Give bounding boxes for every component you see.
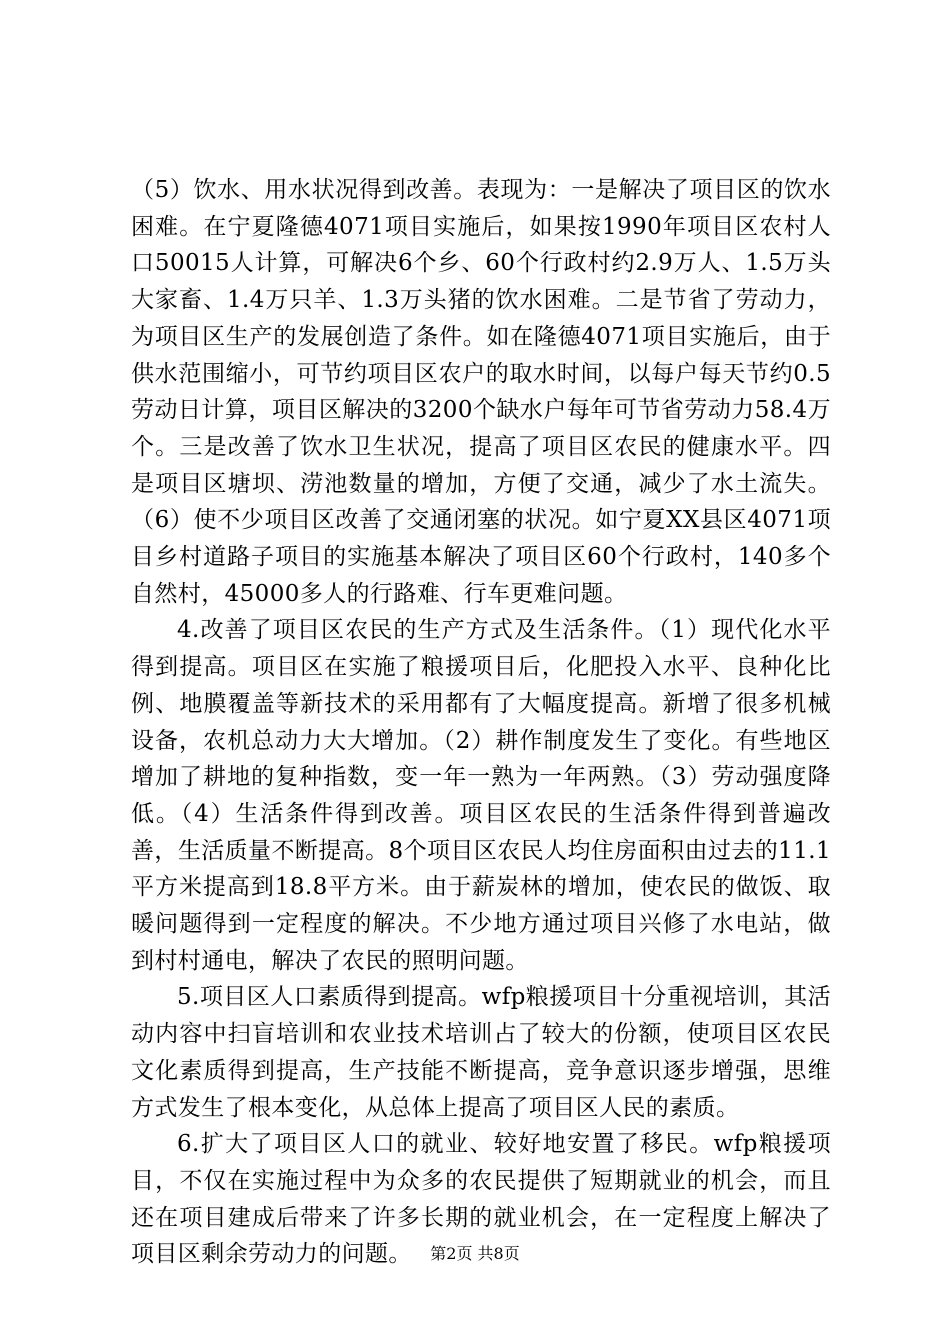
- paragraph-population-quality: 5.项目区人口素质得到提高。wfp粮援项目十分重视培训，其活动内容中扫盲培训和农业技术培训占了较大的份额，使项目区农民文化素质得到提高，生产技能不断提高，竞争意识逐步增强，思维方式发生了根本变化，从总体上提高了项目区人民的素质。: [131, 984, 831, 1121]
- paragraph-employment: 6.扩大了项目区人口的就业、较好地安置了移民。wfp粮援项目，不仅在实施过程中为众多的农民提供了短期就业的机会，而且还在项目建成后带来了许多长期的就业机会，在一定程度上解决了项目区剩余劳动力的问题。: [131, 1131, 831, 1268]
- paragraph-drinking-water: （5）饮水、用水状况得到改善。表现为：一是解决了项目区的饮水困难。在宁夏隆德4071项目实施后，如果按1990年项目区农村人口50015人计算，可解决6个乡、60个行政村约2.9万人、1.5万头大家畜、1.4万只羊、1.3万头猪的饮水困难。二是节省了劳动力，为项目区生产的发展创造了条件。如在隆德4071项目实施后，由于供水范围缩小，可节约项目区农户的取水时间，以每户每天节约0.5劳动日计算，项目区解决的3200个缺水户每年可节省劳动力58.4万个。三是改善了饮水卫生状况，提高了项目区农民的健康水平。四是项目区塘坝、涝池数量的增加，方便了交通，减少了水土流失。（6）使不少项目区改善了交通闭塞的状况。如宁夏XX县区4071项目乡村道路子项目的实施基本解决了项目区60个行政村，140多个自然村，45000多人的行路难、行车更难问题。: [131, 177, 831, 607]
- page-number-footer: 第2页 共8页: [430, 1244, 520, 1263]
- document-body: [131, 172, 831, 1273]
- paragraph-production-living: 4.改善了项目区农民的生产方式及生活条件。（1）现代化水平得到提高。项目区在实施了粮援项目后，化肥投入水平、良种化比例、地膜覆盖等新技术的采用都有了大幅度提高。新增了很多机械设备，农机总动力大大增加。（2）耕作制度发生了变化。有些地区增加了耕地的复种指数，变一年一熟为一年两熟。（3）劳动强度降低。（4）生活条件得到改善。项目区农民的生活条件得到普遍改善，生活质量不断提高。8个项目区农民人均住房面积由过去的11.1平方米提高到18.8平方米。由于薪炭林的增加，使农民的做饭、取暖问题得到一定程度的解决。不少地方通过项目兴修了水电站，做到村村通电，解决了农民的照明问题。: [131, 617, 831, 974]
